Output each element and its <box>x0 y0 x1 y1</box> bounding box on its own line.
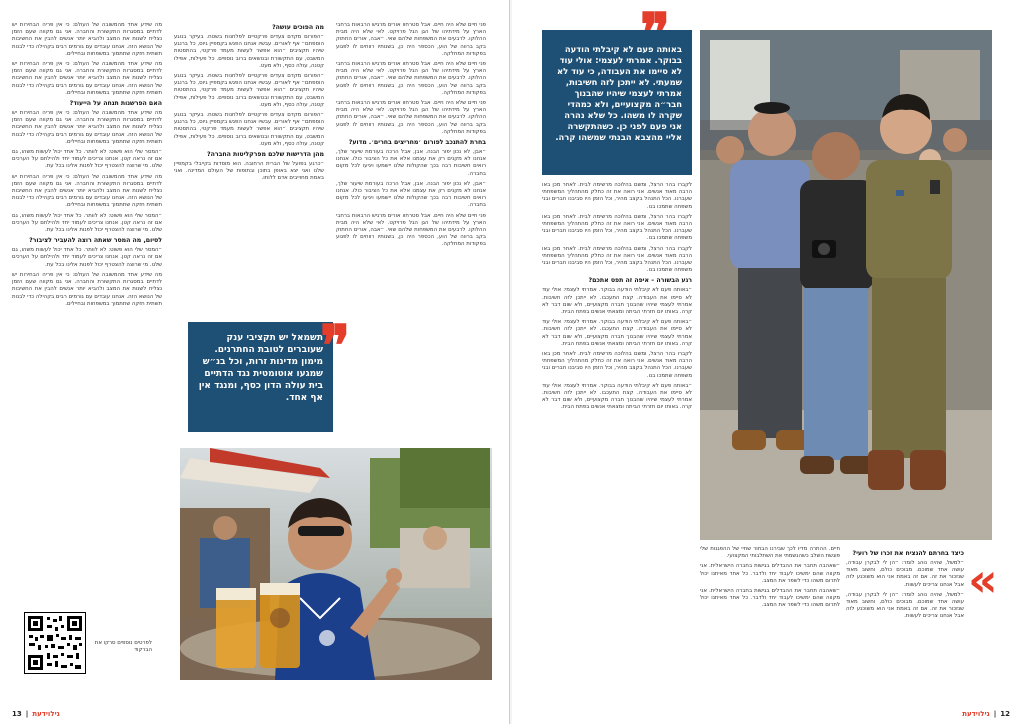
right-col3-text-b: ״למשל, שהיה נוהג לומר: ״הן לי לבקרן עבודה, עושה אחד שמוכם. מבוכים כולם, וחשוב מאוד שנזכור את זה. אם זה באמת אני הוא משוכנע לזה אבל אנחנו צריכים לעשות. <box>846 591 964 620</box>
cafe-photo <box>180 448 492 680</box>
left-col-3 <box>336 22 486 440</box>
right-col1-text-f: לקברו בהר הרצל, ומשם בהלוכה מרשימה לבית. לאחר מכן באו הרבה מאוד אנשים. אני רואה את זה כחלק מהתהליך המשפחתי שעברנו. הכל התנהל בקצב מהיר, וכל הזמן היו סביבנו חברים ובני משפחה שתמכו בנו. <box>542 351 692 379</box>
right-col1-text: לקברו בהר הרצל, ומשם בהלוכה מרשימה לבית. לאחר מכן באו הרבה מאוד אנשים. אני רואה את זה כחלק מהתהליך המשפחתי שעברנו. הכל התנהל בקצב מהיר, וכל הזמן היו סביבנו חברים ובני משפחה שתמכו בנו. <box>542 182 692 210</box>
qr-caption: לפרטים נוספים סרקו את הברקוד <box>94 640 152 653</box>
right-col-1 <box>542 182 692 662</box>
left-col3-text-d: ״אבן, לא נכון יפור הבנה. אבן, אבל הרכה בעורמת שיעור שלך, אנחנו לא מקנים רק את עצמנו אלא את כל הציבור כולו. אנחנו רואים חשיבות רבה בכך שהקולות שלנו יישמעו ויגיעו לכל מקום בחברה. <box>336 149 486 177</box>
left-col2-text-d: ״כרגע בפועל של הברית הרחובה. הוא מוסדות בקייבלי בקמפיין שלנו ואני יצא באופן בתוכן ובתופות של העולם המדינה. ואני באמת מחוייבים אדם ללותו. <box>174 161 324 182</box>
left-col-2 <box>174 22 324 312</box>
left-page <box>0 0 510 724</box>
left-col2-text: ״הפורום מקדם צעדים פרקטיים לפלחנות בשטח. בעיקר בנוגע הוספתם״ אף לאורים. עבשיו אנחנו הפגש בקמפיין גיוס, כל ברנגע שיהיו תקציבים ״הוא אפשר לעשות מעמד פרקטי, בהתסטות המשבט, עם התקשורת ובנושאים ברוב נוספים. כל פעילות, אפילו קטנה, עולה כסף, ולא מעט. <box>174 34 324 69</box>
right-col1-heading: רגע הבשורה – איפה זה תפס אתכם? <box>588 277 692 285</box>
right-col-3 <box>846 548 964 668</box>
left-col1-text-h: מה שידע אחד מהמשובה של העולם: כי אין פריה הבחירות יש לדתיים במסגרות התקשורת והחברה. אני גם מקווה שעם הזמן נצליח לשנות את המצב ולהביא יותר אנשים להבין את החשיבות של הנושא הזה. אנחנו עובדים עם גורמים רבים בקהילה כדי לבנות תשתית חזקה שתתמוך במשפחות ובחיילים. <box>12 271 162 307</box>
left-col1-text-f: ״המסר שלי הוא פשוט: לא לוותר. כל אחד יכול לעשות משהו, גם אם זה נראה קטן. אנחנו צריכים לעמוד יחד ולהילחם על הערכים שלנו. מי שרוצה להצטרף יכול לפנות אלינו בכל עת. <box>12 212 162 234</box>
left-quote-mark-icon: ❞ <box>320 313 351 379</box>
right-col3-text: ״למשל, שהיה נוהג לומר: ״הן לי לבקרן עבודה, עושה אחד שמוכם. מבוכים כולם, וחשוב מאוד שנזכור את זה. אם זה באמת אני הוא משוכנע לזה אבל אנחנו צריכים לעשות. <box>846 560 964 588</box>
right-page-number: 12 <box>1000 710 1010 718</box>
left-col-1 <box>12 22 162 612</box>
right-col2-text: חיים. ההתרה מדיו לכך שבירנו הבחור שחיי של ההפגנות שלי פוגשת השלב כשהגשמתי את השתלבותי המקצועי. <box>700 546 840 560</box>
left-col3-text-c: פני חיים שלא היה חיים. אבל סטרחוו אורים מרגיש הרבאות ברחבי הארץ על מידתיהו של הגן הגל פרויקט. לאי שלא היה מבית ההלוקו. לרבעים את המשפחות שלהם שאי. ״אבה, אורים החתוק בקב ברווה של הוע, הכספר היה כן, בשנותיו רווחים לו לפגוע בפקודות המחלקה. <box>336 100 486 135</box>
right-col1-text-c: לקברו בהר הרצל, ומשם בהלוכה מרשימה לבית. לאחר מכן באו הרבה מאוד אנשים. אני רואה את זה כחלק מהתהליך המשפחתי שעברנו. הכל התנהל בקצב מהיר, וכל הזמן היו סביבנו חברים ובני משפחה שתמכו בנו. <box>542 245 692 274</box>
qr-code-icon <box>25 613 85 673</box>
right-col2-text-c: ״שאהבה תחבר את ההבדלים בגישות בחברה הישראלית. אני מקווה שהם ימשיכו לעבוד יחד ולדבר. כל אחד מאיתנו יכול לתרום משהו כדי לשפר את המצב. <box>700 588 840 609</box>
left-col2-heading2: מהן הדרישות שלכם מפרקליטות החברה? <box>207 151 324 159</box>
left-col2-text-b: ״הפורום מקדם צעדים פרקטיים לפלחנות בשטח. בעיקר בנוגע הוספתם״ אף לאורים. עבשיו אנחנו הפגש בקמפיין גיוס, כל ברנגע שיהיו תקציבים ״הוא אפשר לעשות מעמד פרקטי, בהתסטות המשבט, עם התקשורת ובנושאים ברוב נוספים. כל פעילות, אפילו קטנה, עולה כסף, ולא מעט. <box>174 73 324 108</box>
right-chevron-quote-icon: « <box>968 553 998 607</box>
left-col2-heading1: מה הפוכים עושה? <box>272 24 324 31</box>
left-col1-heading2: לסיום, מה המסר שאתה רוצה להעביר לציבור? <box>29 237 162 245</box>
right-col1-text-g: ״באותה פעם לא קיבלתי הודעה בבוקר. אמרתי לעצמי: אולי עוד לא סיימו את העבודה. קצת התעכבו. לא ייתכן לזה חשיבות. אמרתי לעצמי שיהיו שהבנוך חברה מקצועיים, ולא שום דבר לא קרה. באותו יום חזרתי הביתה ומצאתי אנשים בפתח הבית. <box>542 382 692 411</box>
group-photo <box>700 30 992 540</box>
left-col3-text-b: פני חיים שלא היה חיים. אבל סטרחוו אורים מרגיש הרבאות ברחבי הארץ על מידתיהו של הגן הגל פרויקט. לאי שלא היה מבית ההלוקו. לרבעים את המשפחות שלהם שאי. ״אבה, אורים החתוק בקב ברווה של הוע, הכספר היה כן, בשנותיו רווחים לו לפגוע בפקודות המחלקה. <box>336 61 486 96</box>
qr-code[interactable] <box>24 612 86 674</box>
left-col1-text-b: מה שידע אחד מהמשובה של העולם: כי אין פריה הבחירות יש לדתיים במסגרות התקשורת והחברה. אני גם מקווה שעם הזמן נצליח לשנות את המצב ולהביא יותר אנשים להבין את החשיבות של הנושא הזה. אנחנו עובדים עם גורמים רבים בקהילה כדי לבנות תשתית חזקה שתתמוך במשפחות ובחיילים. <box>12 61 162 96</box>
left-col3-text: פני חיים שלא היה חיים. אבל סטרחוו אורים מרגיש הרבאות ברחבי הארץ על מידתיהו של הגן הגל פרויקט. לאי שלא היה מבית ההלוקו. לרבעים את המשפחות שלהם שאי. ״אבה, אורים החתוק בקב ברווה של הוע, הכספר היה כן, בשנותיו רווחים לו לפגוע בפקודות המחלקה. <box>336 22 486 57</box>
left-col3-text-e: ״אבן, לא נכון יפור הבנה. אבן, אבל הרכה בעורמת שיעור שלך, אנחנו לא מקנים רק את עצמנו אלא את כל הציבור כולו. אנחנו רואים חשיבות רבה בכך שהקולות שלנו יישמעו ויגיעו לכל מקום בחברה. <box>336 180 486 209</box>
left-brand-logo: גילוידעת <box>32 710 60 718</box>
left-col3-text-f: פני חיים שלא היה חיים. אבל סטרחוו אורים מרגיש הרבאות ברחבי הארץ על מידתיהו של הגן הגל פרויקט. לאי שלא היה מבית ההלוקו. לרבעים את המשפחות שלהם שאי. ״אבה, אורים החתוק בקב ברווה של הוע, הכספר היה כן, בשנותיו רווחים לו לפגוע בפקודות המחלקה. <box>336 212 486 248</box>
right-col1-text-b: לקברו בהר הרצל, ומשם בהלוכה מרשימה לבית. לאחר מכן באו הרבה מאוד אנשים. אני רואה את זה כחלק מהתהליך המשפחתי שעברנו. הכל התנהל בקצב מהיר, וכל הזמן היו סביבנו חברים ובני משפחה שתמכו בנו. <box>542 213 692 242</box>
right-footer: גילוידעת | 12 <box>962 710 1010 718</box>
right-col2-text-b: ״שאהבה תחבר את ההבדלים בגישות בחברה הישראלית. אני מקווה שהם ימשיכו לעבוד יחד ולדבר. כל אחד מאיתנו יכול לתרום משהו כדי לשפר את המצב. <box>700 563 840 584</box>
left-col2-text-c: ״הפורום מקדם צעדים פרקטיים לפלחנות בשטח. בעיקר בנוגע הוספתם״ אף לאורים. עבשיו אנחנו הפגש בקמפיין גיוס, כל ברנגע שיהיו תקציבים ״הוא אפשר לעשות מעמד פרקטי, בהתסטות המשבט, עם התקשורת ובנושאים ברוב נוספים. כל פעילות, אפילו קטנה, עולה כסף, ולא מעט. <box>174 112 324 147</box>
left-pullquote: תשמאל יש תקציבי ענק שעוברים לטובת החתרנים. מימון מדינות זרות, וכל בנ״ש שמגעו אוטומטית נגד הדתיים בית עולה הדון כסף, ומנגד אין אף אחד. <box>188 322 333 432</box>
right-col1-text-e: ״באותה פעם לא קיבלתי הודעה בבוקר. אמרתי לעצמי: אולי עוד לא סיימו את העבודה. קצת התעכבו. לא ייתכן לזה חשיבות. אמרתי לעצמי שיהיו שהבנוך חברה מקצועיים, ולא שום דבר לא קרה. באותו יום חזרתי הביתה ומצאתי אנשים בפתח הבית. <box>542 319 692 347</box>
left-footer: 13 | גילוידעת <box>12 710 60 718</box>
right-col-2 <box>700 546 840 676</box>
left-col3-heading: בחרת להתנכב לפורום ׳מחריצים בחרים׳. מדוע? <box>348 139 486 147</box>
left-col1-text-d: ״המסר שלי הוא פשוט: לא לוותר. כל אחד יכול לעשות משהו, גם אם זה נראה קטן. אנחנו צריכים לעמוד יחד ולהילחם על הערכים שלנו. מי שרוצה להצטרף יכול לפנות אלינו בכל עת. <box>12 149 162 170</box>
right-pullquote: באותה פעם לא קיבלתי הודעה בבוקר. אמרתי לעצמי: אולי עוד לא סיימו את העבודה, כי עוד לא שמעתי. לא ייתכן לזה חשיבות, אמרתי לעצמי שיהיו שהבנוך חבר״ה מקצועיים, ולא כמהדי שקרה לו משהו. כל שלא נהרה אני פעם לפני כן. כשהתקשרה אליי מהצבא הבנתי שמשהו קרה. <box>542 30 692 175</box>
left-col1-text-c: מה שידע אחד מהמשובה של העולם: כי אין פריה הבחירות יש לדתיים במסגרות התקשורת והחברה. אני גם מקווה שעם הזמן נצליח לשנות את המצב ולהביא יותר אנשים להבין את החשיבות של הנושא הזה. אנחנו עובדים עם גורמים רבים בקהילה כדי לבנות תשתית חזקה שתתמוך במשפחות ובחיילים. <box>12 110 162 145</box>
right-col3-heading: כיצד בחרתם להנציח את זכרו של רועי? <box>852 550 964 557</box>
right-col1-text-d: ״באותה פעם לא קיבלתי הודעה בבוקר. אמרתי לעצמי: אולי עוד לא סיימו את העבודה. קצת התעכבו. לא ייתכן לזה חשיבות. אמרתי לעצמי שיהיו שהבנוך חברה מקצועיים, ולא שום דבר לא קרה. באותו יום חזרתי הביתה ומצאתי אנשים בפתח הבית. <box>542 287 692 316</box>
right-page <box>512 0 1024 724</box>
right-brand-logo: גילוידעת <box>962 710 990 718</box>
left-col1-text-e: מה שידע אחד מהמשובה של העולם: כי אין פריה הבחירות יש לדתיים במסגרות התקשורת והחברה. אני גם מקווה שעם הזמן נצליח לשנות את המצב ולהביא יותר אנשים להבין את החשיבות של הנושא הזה. אנחנו עובדים עם גורמים רבים בקהילה כדי לבנות תשתית חזקה שתתמוך במשפחות ובחיילים. <box>12 173 162 209</box>
left-col1-text: מה שידע אחד מהמשובה של העולם: כי אין פריה הבחירות יש לדתיים במסגרות התקשורת והחברה. אני גם מקווה שעם הזמן נצליח לשנות את המצב ולהביא יותר אנשים להבין את החשיבות של הנושא הזה. אנחנו עובדים עם גורמים רבים בקהילה כדי לבנות תשתית חזקה שתתמוך במשפחות ובחיילים. <box>12 22 162 57</box>
left-col1-text-g: ״המסר שלי הוא פשוט: לא לוותר. כל אחד יכול לעשות משהו, גם אם זה נראה קטן. אנחנו צריכים לעמוד יחד ולהילחם על הערכים שלנו. מי שרוצה להצטרף יכול לפנות אלינו בכל עת. <box>12 247 162 268</box>
left-page-number: 13 <box>12 710 22 718</box>
left-col1-heading1: האם הפרשנות תנחה על הייעוד? <box>69 100 162 108</box>
